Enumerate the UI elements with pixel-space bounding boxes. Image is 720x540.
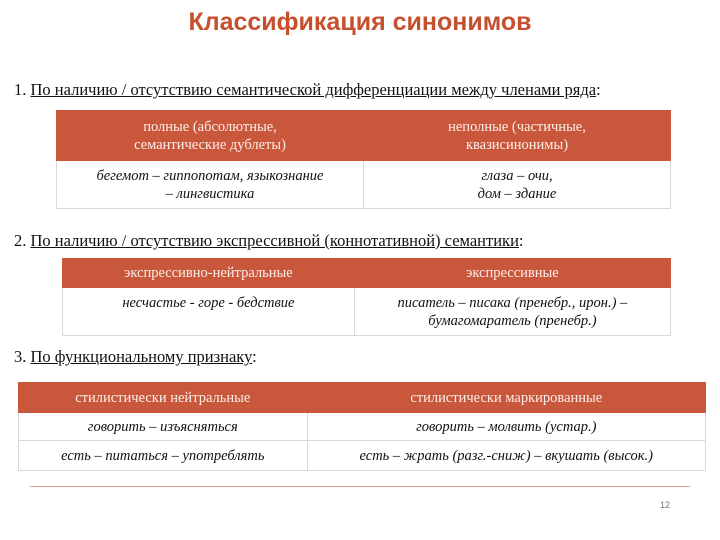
cell-line: несчастье - горе - бедствие [122,295,295,311]
criterion-suffix: : [252,347,257,366]
table-row [19,413,706,441]
criterion-suffix: : [596,80,601,99]
header-line: полные (абсолютные, [143,118,277,135]
header-line: стилистически нейтральные [75,389,251,406]
table-functional [18,382,706,471]
cell-line: – лингвистика [165,185,255,202]
header-cell-full [57,111,364,161]
criterion-text: По наличию / отсутствию семантической дифференциации между членами ряда [30,80,597,99]
cell-line: говорить – молвить (устар.) [416,418,597,435]
cell-line: бумагомаратель (пренебр.) [428,312,597,329]
cell-line: писатель – писака (пренебр., ирон.) – [397,294,628,311]
cell-example [19,413,308,441]
cell-example [307,441,705,471]
cell-example [57,161,364,209]
cell-line: говорить – изъясняться [87,418,238,435]
table-header-row [57,111,671,161]
cell-example [19,441,308,471]
criterion-3 [14,347,257,367]
cell-line: дом – здание [477,185,557,202]
header-cell-neutral [63,259,355,288]
criterion-number: 2. [14,231,27,250]
footer-divider [30,486,690,487]
header-line: квазисинонимы) [465,136,569,153]
cell-line: бегемот – гиппопотам, языкознание [96,167,324,184]
page-number: 12 [660,500,671,510]
header-line: стилистически маркированные [410,389,603,406]
table-full-partial [56,110,671,209]
cell-example [63,288,355,336]
header-cell-expressive [354,259,670,288]
criterion-text: По функциональному признаку [30,347,253,366]
criterion-2 [14,231,524,251]
header-cell-neutral [19,383,308,413]
header-cell-partial [364,111,671,161]
cell-line: глаза – очи, [481,167,553,184]
table-row [57,161,671,209]
table-row [63,288,671,336]
header-line: экспрессивные [466,265,559,281]
cell-example [364,161,671,209]
cell-example [354,288,670,336]
cell-example [307,413,705,441]
cell-line: есть – питаться – употреблять [61,447,265,464]
header-line: экспрессивно-нейтральные [124,265,293,281]
slide-title: Классификация синонимов [188,8,532,36]
table-expressive [62,258,671,336]
criterion-number: 1. [14,80,27,99]
criterion-text: По наличию / отсутствию экспрессивной (коннотативной) семантики [30,231,519,250]
cell-line: есть – жрать (разг.-сниж) – вкушать (высок.) [359,447,653,464]
header-line: семантические дублеты) [134,136,286,153]
criterion-number: 3. [14,347,27,366]
header-line: неполные (частичные, [448,118,586,135]
table-header-row [19,383,706,413]
criterion-suffix: : [518,231,524,250]
header-cell-marked [307,383,705,413]
criterion-1 [14,80,601,100]
table-row [19,441,706,471]
table-header-row [63,259,671,288]
